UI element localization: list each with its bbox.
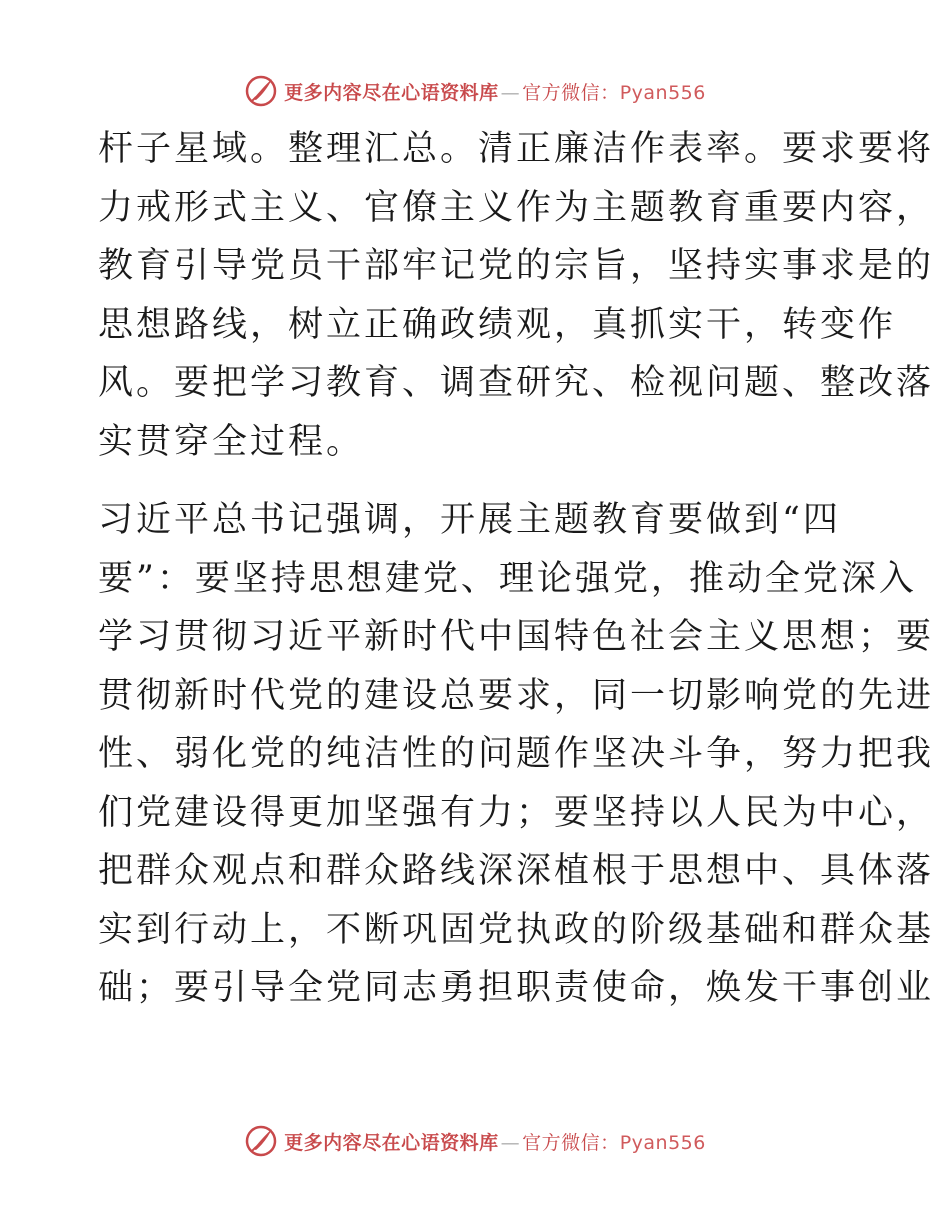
footer-wechat-id: Pyan556 (619, 1131, 706, 1154)
document-body (98, 120, 935, 1018)
header-brand: 更多内容尽在心语资料库 (284, 81, 499, 104)
text-line: 杆子星域。整理汇总。清正廉洁作表率。要求要将 (98, 129, 935, 169)
text-line: 们党建设得更加坚强有力；要坚持以人民为中心， (98, 792, 935, 833)
header-label: 官方微信： (522, 81, 620, 104)
text-line: 实到行动上，不断巩固党执政的阶级基础和群众基 (98, 909, 935, 950)
text-line: 思想路线，树立正确政绩观，真抓实干，转变作 (98, 304, 897, 345)
footer-dash: — (500, 1131, 521, 1154)
header-dash: — (500, 81, 521, 104)
footer-brand: 更多内容尽在心语资料库 (284, 1131, 499, 1154)
text-line: 力戒形式主义、官僚主义作为主题教育重要内容， (98, 187, 935, 228)
paragraph-1 (98, 120, 935, 471)
footer-label: 官方微信： (522, 1131, 620, 1154)
text-line: 实贯穿全过程。 (98, 421, 365, 462)
text-line: 学习贯彻习近平新时代中国特色社会主义思想；要 (98, 617, 935, 657)
text-line: 习近平总书记强调，开展主题教育要做到“四 (98, 500, 841, 540)
text-line: 性、弱化党的纯洁性的问题作坚决斗争，努力把我 (98, 734, 935, 774)
header-text (284, 78, 706, 105)
header-wechat-id: Pyan556 (619, 81, 706, 104)
text-line: 把群众观点和群众路线深深植根于思想中、具体落 (98, 851, 935, 891)
text-line: 风。要把学习教育、调查研究、检视问题、整改落 (98, 363, 935, 403)
quill-pen-logo-icon (244, 1124, 278, 1158)
footer-text (284, 1128, 706, 1155)
text-line: 础；要引导全党同志勇担职责使命，焕发干事创业 (98, 968, 935, 1008)
text-line: 贯彻新时代党的建设总要求，同一切影响党的先进 (98, 675, 935, 716)
text-line: 要”：要坚持思想建党、理论强党，推动全党深入 (98, 558, 917, 599)
text-line: 教育引导党员干部牢记党的宗旨，坚持实事求是的 (98, 246, 935, 286)
header-banner (0, 71, 950, 111)
quill-pen-logo-icon (244, 74, 278, 108)
footer-banner (0, 1121, 950, 1161)
paragraph-2 (98, 491, 935, 1018)
